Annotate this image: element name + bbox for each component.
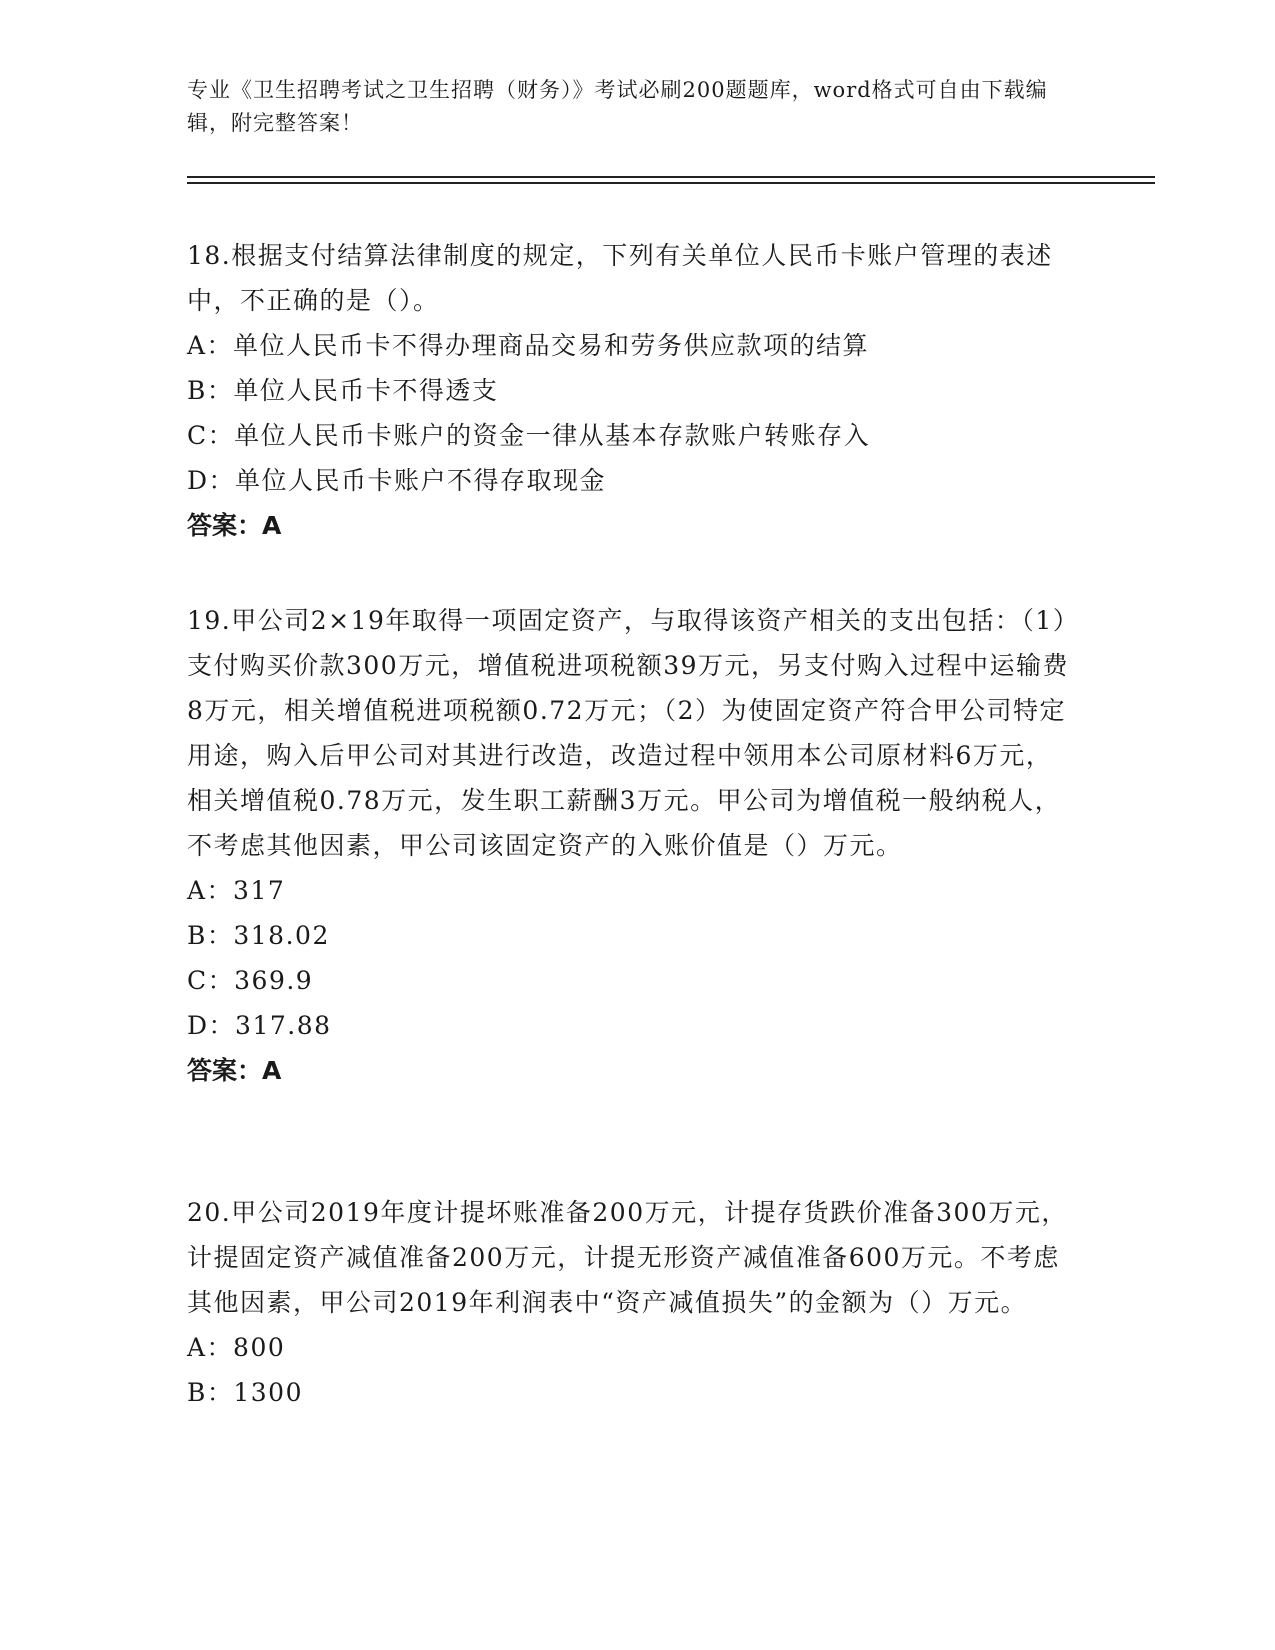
answer-label: 答案：A [187, 1056, 282, 1085]
option-d: D：单位人民币卡账户不得存取现金 [187, 466, 607, 495]
option-c: C：369.9 [187, 966, 314, 995]
header-divider-bottom [187, 182, 1155, 184]
answer-label: 答案：A [187, 511, 282, 540]
option-b: B：单位人民币卡不得透支 [187, 376, 499, 405]
header-divider-top [187, 176, 1155, 178]
option-d: D：317.88 [187, 1011, 332, 1040]
option-a: A：317 [187, 876, 286, 905]
option-a: A：单位人民币卡不得办理商品交易和劳务供应款项的结算 [187, 331, 870, 360]
option-a: A：800 [187, 1333, 286, 1362]
question-stem: 20.甲公司2019年度计提坏账准备200万元，计提存货跌价准备300万元，计提固定资产减值准备200万元，计提无形资产减值准备600万元。不考虑其他因素，甲公司2019年利润表中“资产减值损失”的金额为（）万元。 [187, 1198, 1068, 1317]
question-stem: 19.甲公司2×19年取得一项固定资产，与取得该资产相关的支出包括：（1）支付购买价款300万元，增值税进项税额39万元，另支付购入过程中运输费8万元，相关增值税进项税额0.72万元；（2）为使固定资产符合甲公司特定用途，购入后甲公司对其进行改造，改造过程中领用本公司原材料6万元，相关增值税0.78万元，发生职工薪酬3万元。甲公司为增值税一般纳税人，不考虑其他因素，甲公司该固定资产的入账价值是（）万元。 [187, 606, 1070, 860]
question-20 [187, 1190, 1077, 1415]
question-stem: 18.根据支付结算法律制度的规定，下列有关单位人民币卡账户管理的表述中，不正确的是（）。 [187, 241, 1053, 315]
document-intro: 专业《卫生招聘考试之卫生招聘（财务）》考试必刷200题题库，word格式可自由下载编辑，附完整答案！ [187, 78, 1048, 135]
question-19 [187, 598, 1077, 1093]
question-18 [187, 233, 1077, 548]
option-b: B：1300 [187, 1378, 303, 1407]
option-c: C：单位人民币卡账户的资金一律从基本存款账户转账存入 [187, 421, 871, 450]
option-b: B：318.02 [187, 921, 330, 950]
